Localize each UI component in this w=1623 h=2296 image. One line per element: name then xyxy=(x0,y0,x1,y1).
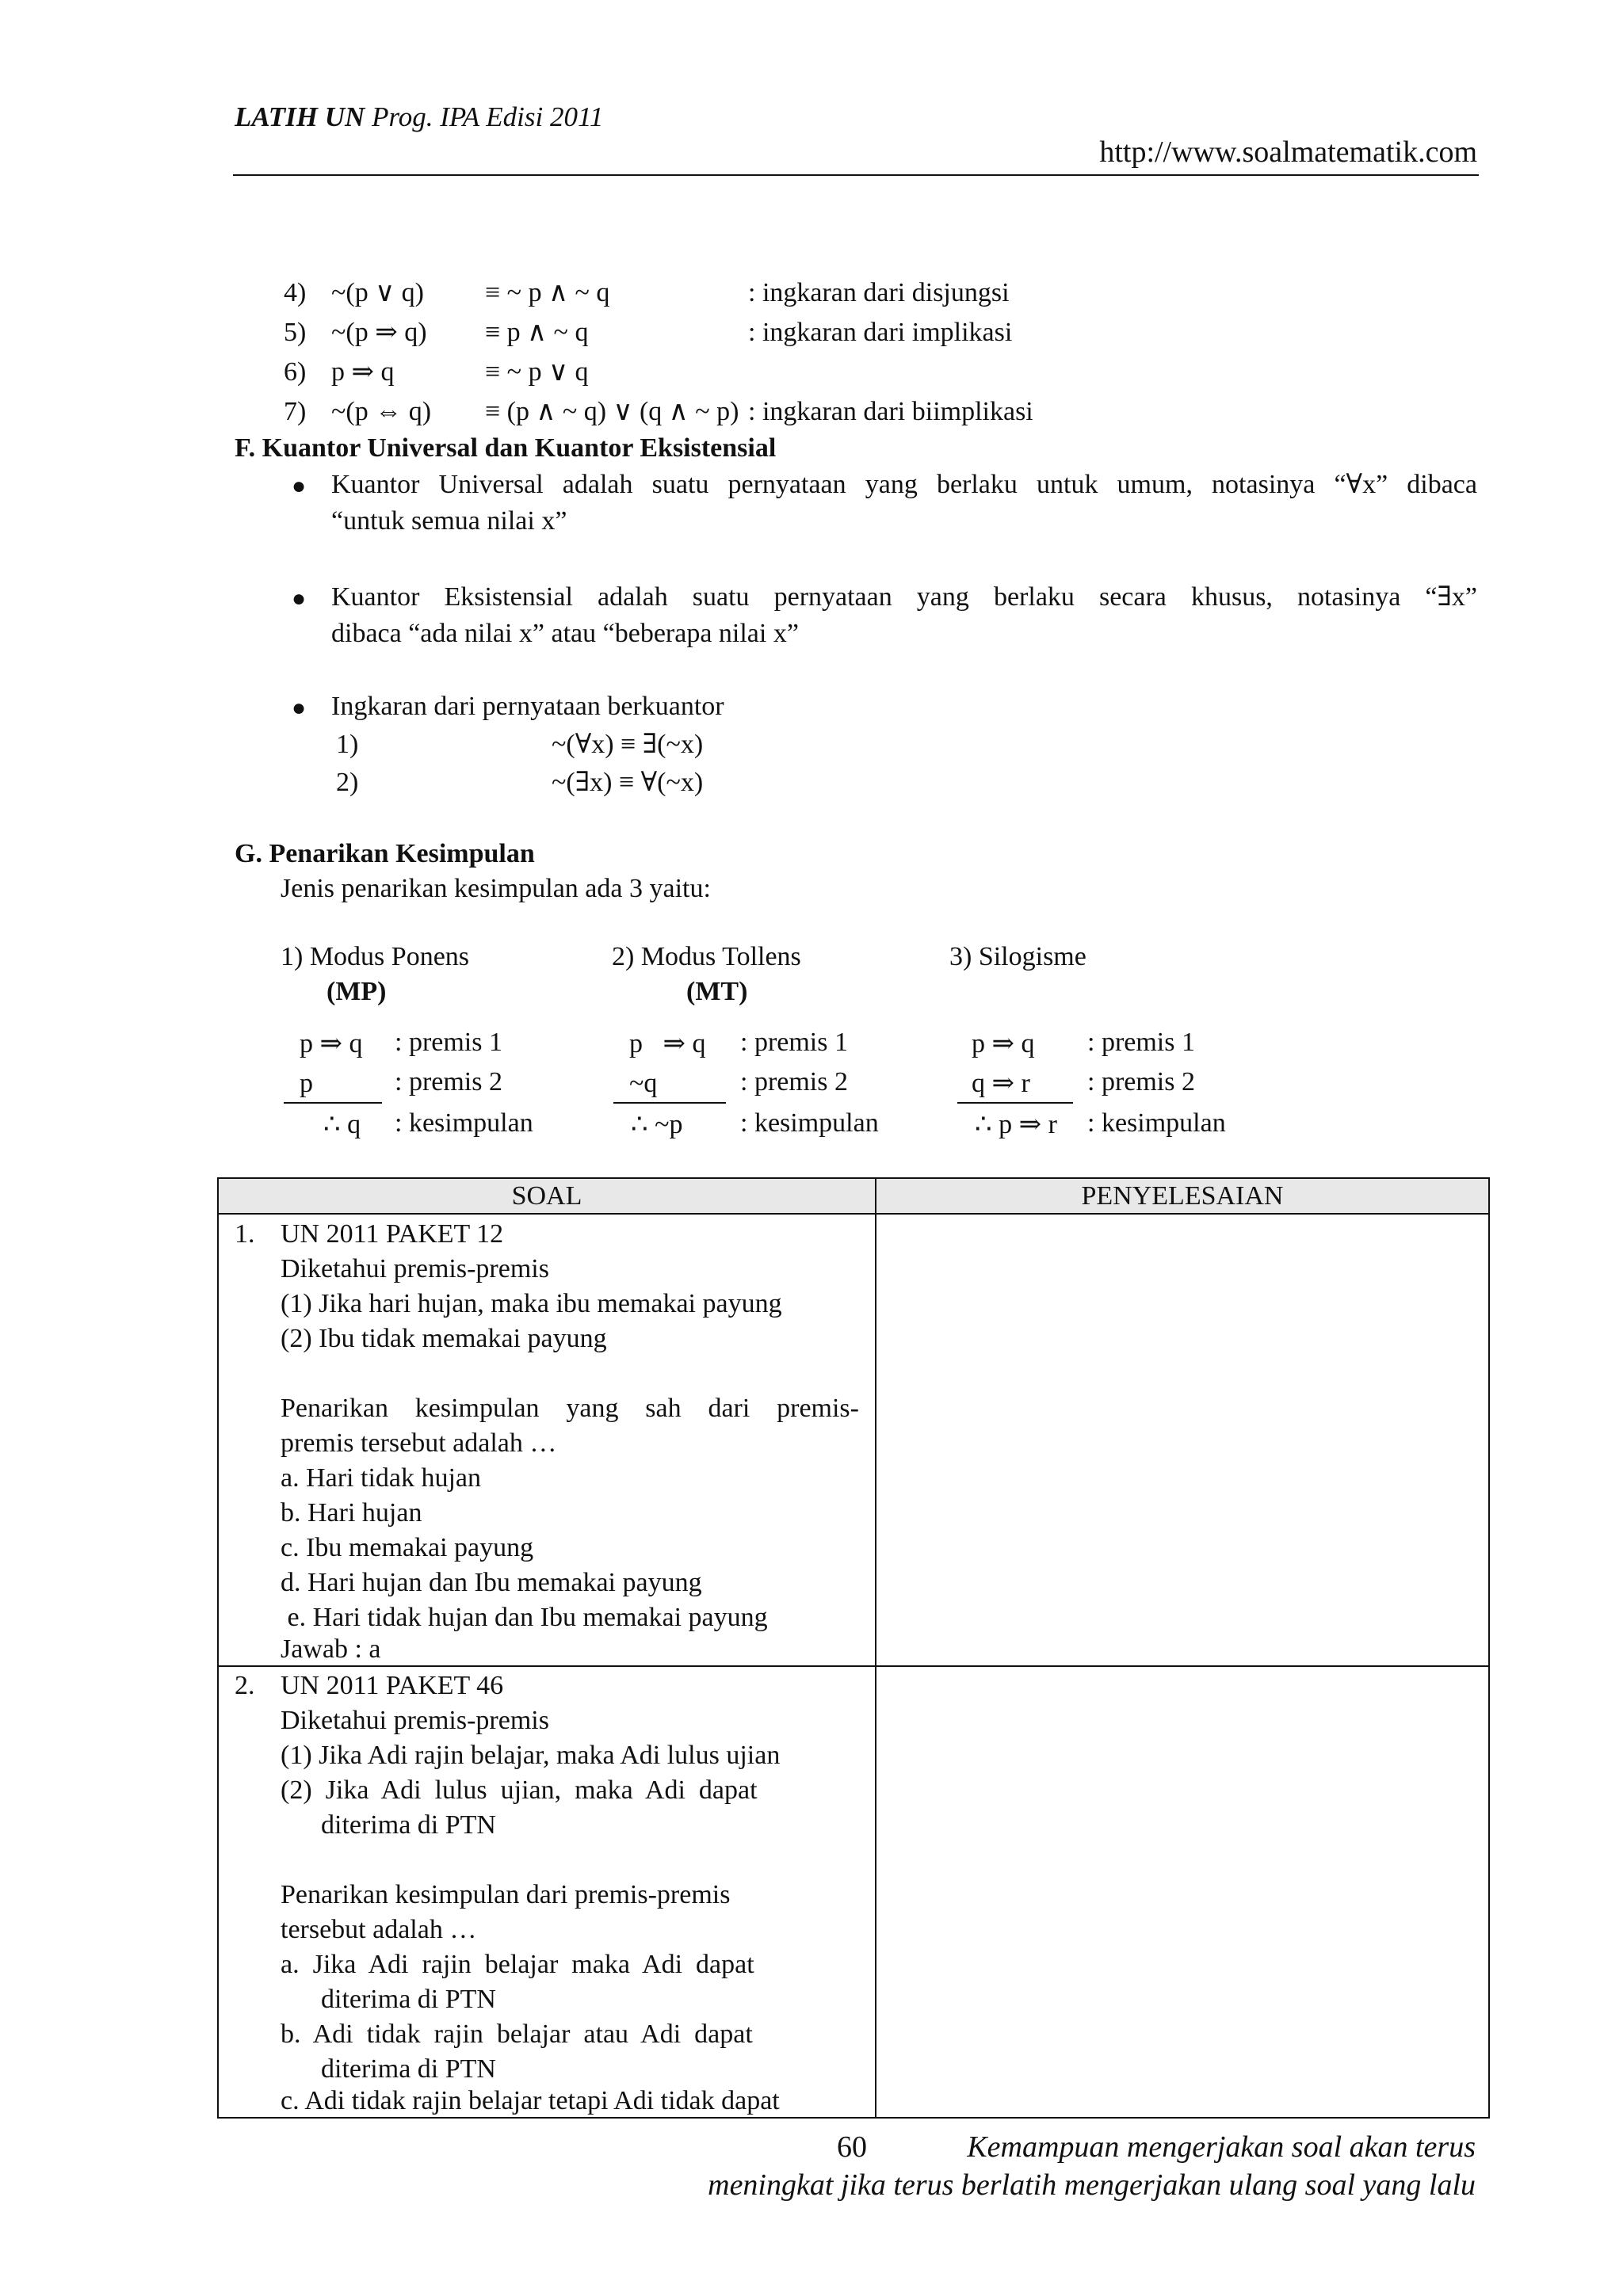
mode-title: 3) Silogisme xyxy=(949,942,1086,971)
premise-label: : premis 1 xyxy=(740,1028,848,1057)
conclusion: ∴ ~p xyxy=(631,1110,683,1139)
question-source: UN 2011 PAKET 46 xyxy=(281,1671,504,1700)
premise-label: : premis 2 xyxy=(395,1067,502,1097)
eq-lhs: ~(p ⇔ q) xyxy=(331,397,432,426)
premise-2: q ⇒ r xyxy=(972,1069,1030,1098)
premise-label: : premis 1 xyxy=(1087,1028,1195,1057)
question-line: Diketahui premis-premis xyxy=(281,1254,549,1283)
negation-heading: Ingkaran dari pernyataan berkuantor xyxy=(331,692,724,721)
conclusion-rule xyxy=(957,1102,1073,1104)
bullet-icon: ● xyxy=(292,695,307,721)
bullet-icon: ● xyxy=(292,473,307,499)
conclusion: ∴ q xyxy=(323,1110,361,1139)
premise-2: ~q xyxy=(629,1069,658,1098)
premise-label: : premis 2 xyxy=(1087,1067,1195,1097)
question-line: premis tersebut adalah … xyxy=(281,1428,557,1458)
eq-note: : ingkaran dari disjungsi xyxy=(748,278,1010,307)
premise-1: p ⇒ q xyxy=(972,1029,1035,1058)
eq-rhs: ≡ ~ p ∨ q xyxy=(485,357,589,387)
footer-motto-line2: meningkat jika terus berlatih mengerjakan ulang soal yang lalu xyxy=(708,2168,1476,2202)
question-line: (1) Jika Adi rajin belajar, maka Adi lulus ujian xyxy=(281,1741,781,1770)
table-column-divider xyxy=(875,1177,876,2119)
question-line: tersebut adalah … xyxy=(281,1915,477,1944)
universal-definition-cont: “untuk semua nilai x” xyxy=(331,506,567,536)
answer-option-b-cont: diterima di PTN xyxy=(281,2054,496,2084)
mode-abbr: (MT) xyxy=(686,977,748,1006)
footer-motto-line1: Kemampuan mengerjakan soal akan terus xyxy=(967,2130,1476,2164)
table-border-left xyxy=(217,1177,219,2119)
eq-note: : ingkaran dari implikasi xyxy=(748,318,1013,347)
premise-1: p ⇒ q xyxy=(300,1029,363,1058)
section-f-heading: F. Kuantor Universal dan Kuantor Eksistensial xyxy=(235,433,777,463)
eq-note: : ingkaran dari biimplikasi xyxy=(748,397,1033,426)
mode-abbr: (MP) xyxy=(327,977,387,1006)
premise-1: p ⇒ q xyxy=(629,1029,706,1058)
premise-label: : kesimpulan xyxy=(395,1108,533,1138)
premise-label: : kesimpulan xyxy=(740,1108,879,1138)
question-number: 1. xyxy=(235,1219,255,1249)
premise-label: : kesimpulan xyxy=(1087,1108,1226,1138)
answer-option-b: b. Hari hujan xyxy=(281,1498,422,1527)
question-number: 2. xyxy=(235,1671,255,1700)
universal-definition: Kuantor Universal adalah suatu pernyataan yang berlaku untuk umum, notasinya “∀x” dibaca xyxy=(331,470,1477,499)
table-border xyxy=(217,1665,1490,1667)
eq-num: 4) xyxy=(284,278,307,307)
question-line: (2) Jika Adi lulus ujian, maka Adi dapat xyxy=(281,1775,758,1805)
conclusion-rule xyxy=(284,1102,382,1104)
eq-rhs: ≡ ~ p ∧ ~ q xyxy=(485,278,610,307)
mode-title: 1) Modus Ponens xyxy=(281,942,470,971)
answer-option-a: a. Hari tidak hujan xyxy=(281,1463,482,1493)
negation-num: 1) xyxy=(336,730,359,759)
premise-label: : premis 1 xyxy=(395,1028,502,1057)
eq-lhs: ~(p ⇒ q) xyxy=(331,318,427,347)
question-line: Penarikan kesimpulan dari premis-premis xyxy=(281,1880,731,1909)
eq-num: 6) xyxy=(284,357,307,387)
mode-title: 2) Modus Tollens xyxy=(612,942,801,971)
premise-2: p xyxy=(300,1069,313,1098)
website-url[interactable]: http://www.soalmatematik.com xyxy=(1099,135,1477,169)
question-line: Diketahui premis-premis xyxy=(281,1706,549,1735)
eq-rhs: ≡ (p ∧ ~ q) ∨ (q ∧ ~ p) xyxy=(485,397,739,426)
eq-rhs: ≡ p ∧ ~ q xyxy=(485,318,589,347)
eq-num: 7) xyxy=(284,397,307,426)
question-source: UN 2011 PAKET 12 xyxy=(281,1219,504,1249)
header-penyelesaian: PENYELESAIAN xyxy=(1081,1181,1284,1211)
answer-option-b: b. Adi tidak rajin belajar atau Adi dapat xyxy=(281,2019,753,2049)
header-rule xyxy=(233,174,1479,176)
answer-option-c: c. Ibu memakai payung xyxy=(281,1533,534,1562)
answer-option-a: a. Jika Adi rajin belajar maka Adi dapat xyxy=(281,1950,754,1979)
header-soal: SOAL xyxy=(511,1181,582,1211)
question-line: Penarikan kesimpulan yang sah dari premis- xyxy=(281,1394,859,1423)
answer-key: Jawab : a xyxy=(281,1634,381,1664)
negation-expr: ~(∀x) ≡ ∃(~x) xyxy=(552,730,704,759)
eq-num: 5) xyxy=(284,318,307,347)
answer-option-a-cont: diterima di PTN xyxy=(281,1985,496,2014)
bullet-icon: ● xyxy=(292,585,307,612)
eq-lhs: ~(p ∨ q) xyxy=(331,278,424,307)
table-border-right xyxy=(1488,1177,1490,2119)
existential-definition-cont: dibaca “ada nilai x” atau “beberapa nilai x” xyxy=(331,619,799,648)
question-line: (1) Jika hari hujan, maka ibu memakai payung xyxy=(281,1289,782,1318)
negation-expr: ~(∃x) ≡ ∀(~x) xyxy=(552,768,704,797)
answer-option-d: d. Hari hujan dan Ibu memakai payung xyxy=(281,1568,702,1597)
eq-lhs: p ⇒ q xyxy=(331,357,395,387)
running-title: LATIH UN Prog. IPA Edisi 2011 xyxy=(235,101,604,132)
answer-option-c: c. Adi tidak rajin belajar tetapi Adi tidak dapat xyxy=(281,2086,780,2115)
question-line: (2) Ibu tidak memakai payung xyxy=(281,1324,607,1353)
section-g-intro: Jenis penarikan kesimpulan ada 3 yaitu: xyxy=(281,874,711,903)
negation-num: 2) xyxy=(336,768,359,797)
premise-label: : premis 2 xyxy=(740,1067,848,1097)
existential-definition: Kuantor Eksistensial adalah suatu pernyataan yang berlaku secara khusus, notasinya “∃x” xyxy=(331,582,1477,612)
page-number: 60 xyxy=(837,2130,867,2164)
conclusion: ∴ p ⇒ r xyxy=(975,1110,1057,1139)
section-g-heading: G. Penarikan Kesimpulan xyxy=(235,839,535,868)
question-line: diterima di PTN xyxy=(281,1810,496,1840)
conclusion-rule xyxy=(613,1102,726,1104)
answer-option-e: e. Hari tidak hujan dan Ibu memakai payung xyxy=(281,1603,768,1632)
